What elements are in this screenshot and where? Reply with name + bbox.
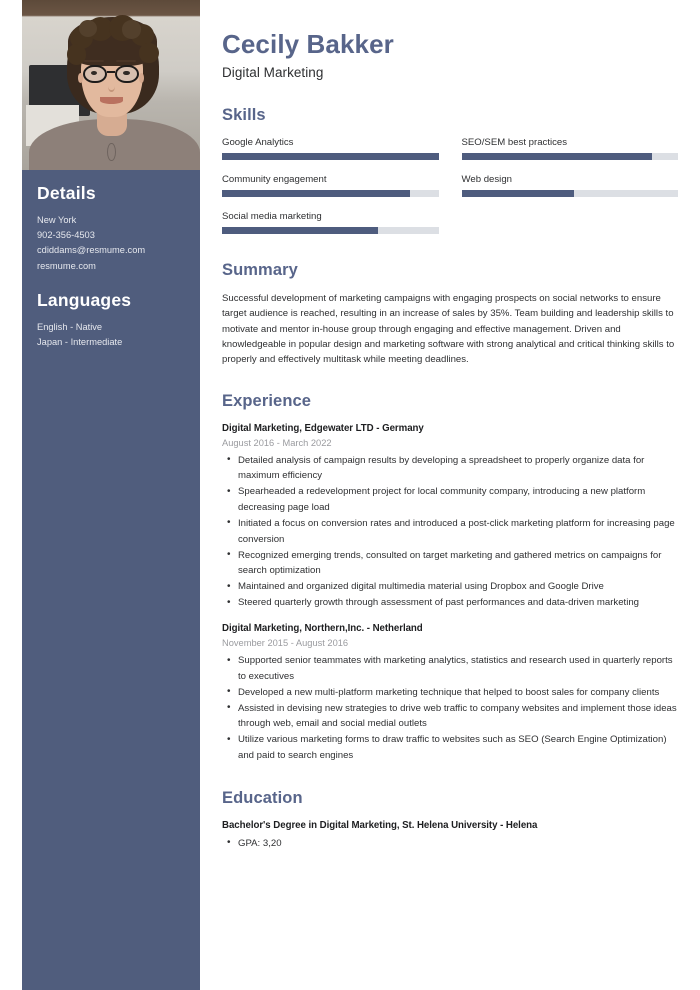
skill-label: Community engagement	[222, 174, 327, 186]
bullet-item: • Developed a new multi-platform marketing technique that helped to boost sales for company clients	[238, 685, 678, 701]
skills-section	[222, 106, 678, 248]
languages-heading: Languages	[37, 290, 132, 310]
detail-phone[interactable]: 902-356-4503	[37, 230, 95, 241]
photo-mouth	[100, 97, 123, 104]
skill-label: Google Analytics	[222, 137, 294, 149]
skill-bar-track	[222, 153, 439, 160]
experience-job-title: Digital Marketing, Edgewater LTD - Germany	[222, 422, 424, 434]
bullet-item: • Spearheaded a redevelopment project for local community company, introducing a new platform decreasing page load	[238, 484, 678, 515]
bullet-item: • GPA: 3,20	[238, 836, 678, 852]
skill-item	[222, 211, 439, 234]
bullet-item: • Recognized emerging trends, consulted on target marketing and gathered metrics on campaigns for search optimization	[238, 548, 678, 579]
skill-label: Social media marketing	[222, 211, 322, 223]
photo-hair-curl	[67, 44, 87, 64]
photo-eyebrow-right	[116, 60, 136, 62]
bullet-item: • Assisted in devising new strategies to drive web traffic to company websites and implement those ideas through web, email and social medial outlets	[238, 701, 678, 732]
experience-bullet-list	[222, 453, 678, 611]
bullet-item: • Maintained and organized digital multimedia material using Dropbox and Google Drive	[238, 579, 678, 595]
photo-glasses-bridge	[107, 71, 116, 73]
detail-location: New York	[37, 215, 77, 225]
detail-email[interactable]: cdiddams@resmume.com	[37, 245, 146, 256]
language-item: Japan - Intermediate	[37, 337, 123, 348]
education-heading: Education	[222, 788, 303, 807]
skill-item	[462, 137, 679, 160]
skill-bar-fill	[222, 190, 410, 197]
experience-section	[222, 392, 678, 764]
skill-item	[462, 174, 679, 197]
experience-bullet-list	[222, 653, 678, 764]
experience-heading: Experience	[222, 391, 312, 410]
bullet-item: • Utilize various marketing forms to draw traffic to websites such as SEO (Search Engine Optimization) and paid to search engines	[238, 732, 678, 763]
bullet-item: • Detailed analysis of campaign results by developing a spreadsheet to properly organize data for maximum efficiency	[238, 453, 678, 484]
experience-job-dates: August 2016 - March 2022	[222, 437, 332, 448]
page-title: Cecily Bakker	[222, 29, 394, 59]
details-heading: Details	[37, 183, 96, 203]
experience-job-title: Digital Marketing, Northern,Inc. - Netherland	[222, 623, 423, 634]
photo-ear-right	[139, 73, 144, 83]
bullet-item: • Steered quarterly growth through assessment of past performances and data-driven marketing	[238, 595, 678, 611]
skills-grid	[222, 137, 678, 248]
skill-bar-fill	[462, 190, 575, 197]
photo-eyebrow-left	[84, 60, 104, 62]
skill-bar-track	[462, 190, 679, 197]
skill-bar-track	[222, 190, 439, 197]
languages-section	[37, 290, 189, 350]
skills-heading: Skills	[222, 106, 266, 125]
skill-item	[222, 137, 439, 160]
photo-nose	[108, 80, 114, 92]
skill-bar-track	[462, 153, 679, 160]
skill-bar-track	[222, 227, 439, 234]
profile-photo	[22, 0, 200, 170]
summary-section	[222, 261, 678, 367]
education-degree-title: Bachelor's Degree in Digital Marketing, St. Helena University - Helena	[222, 819, 538, 831]
skill-item	[222, 174, 439, 197]
skill-label: SEO/SEM best practices	[461, 137, 568, 149]
skill-bar-fill	[222, 153, 439, 160]
main-content	[222, 0, 678, 852]
skill-bar-fill	[222, 227, 378, 234]
bullet-item: • Initiated a focus on conversion rates and introduced a post-click marketing platform for increasing page conversion	[238, 516, 678, 547]
education-entry	[222, 820, 678, 852]
skill-label: Web design	[461, 174, 512, 186]
education-section	[222, 789, 678, 852]
photo-hair-curl	[139, 43, 159, 63]
bullet-item: • Supported senior teammates with marketing analytics, statistics and research used in quarterly reports to executives	[238, 653, 678, 684]
education-bullet-list	[222, 836, 678, 852]
summary-text: Successful development of marketing campaigns with engaging prospects on social networks to ensure target audience is reached, resulting in an increase of sales by 35%. Team building and leadership skills to motivate and mentor in-house group through engaging and effective management. Driven and knowledgeable in popular design and marketing software with strong analytical and critical thinking skills to properly and effectively multitask while meeting deadlines.	[222, 293, 675, 366]
details-section	[37, 183, 189, 274]
summary-heading: Summary	[222, 261, 298, 280]
experience-entry	[222, 623, 678, 764]
experience-entry	[222, 423, 678, 611]
job-subtitle: Digital Marketing	[222, 65, 324, 81]
language-item: English - Native	[37, 322, 103, 332]
skill-bar-fill	[462, 153, 653, 160]
experience-job-dates: November 2015 - August 2016	[222, 638, 349, 648]
detail-website[interactable]: resmume.com	[37, 260, 96, 271]
